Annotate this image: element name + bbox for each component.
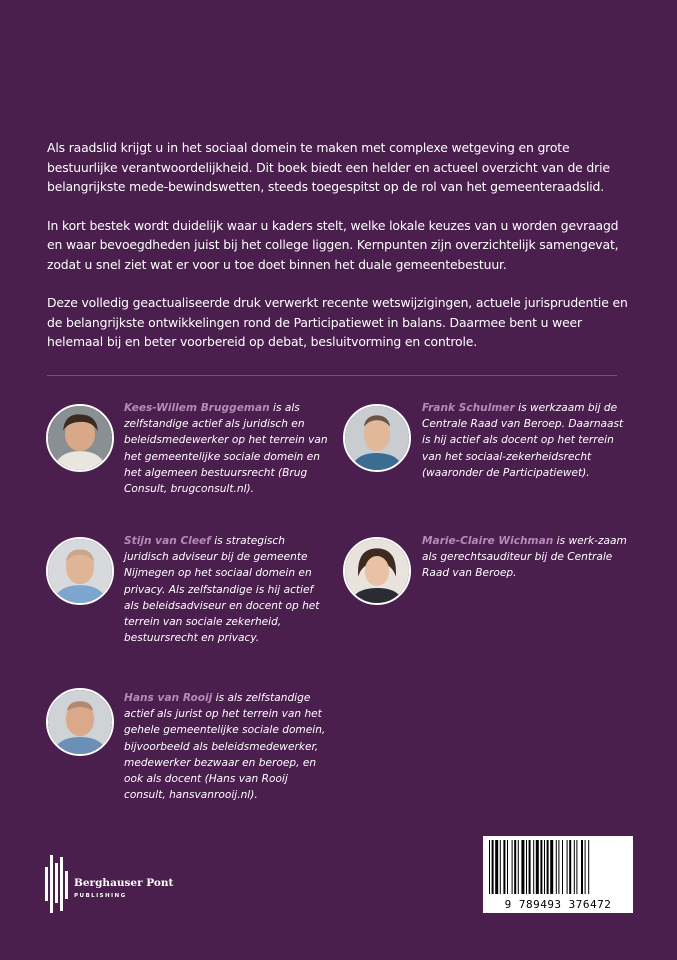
- author-description: is als zelfstandige actief als jurist op het terrein van het gehele gemeentelijke sociale domein, bijvoorbeeld als beleidsmedewerker, medewerker bezwaar en beroep, en ook als docent (Hans van Rooij consult, hansvanrooij.nl).: [124, 692, 326, 802]
- author-photo: [343, 404, 411, 472]
- author-name: Kees-Willem Bruggeman: [124, 402, 270, 414]
- author-name: Frank Schulmer: [422, 402, 515, 414]
- author-photo: [46, 688, 114, 756]
- intro-paragraph: Als raadslid krijgt u in het sociaal domein te maken met complexe wetgeving en grote bestuurlijke verantwoordelijkheid. Dit boek biedt een helder en actueel overzicht van de drie belangrijkste mede-bewindswetten, steeds toegespitst op de rol van het gemeenteraadslid.: [47, 140, 610, 194]
- author-photo: [343, 537, 411, 605]
- author-bio: [124, 690, 329, 803]
- intro-text: [47, 138, 637, 371]
- divider: [47, 375, 617, 376]
- author-bio: [124, 400, 329, 497]
- author-description: is strategisch juridisch adviseur bij de gemeente Nijmegen op het sociaal domein en privacy. Als zelfstandige is hij actief als beleidsadviseur en docent op het terrein van sociale zekerheid, bestuursrecht en privacy.: [124, 535, 320, 645]
- author-description: is werkzaam bij de Centrale Raad van Beroep. Daarnaast is hij actief als docent op het terrein van het sociaal-zekerheidsrecht (waaronder de Participatiewet).: [422, 402, 624, 479]
- barcode-bars-icon: [487, 840, 629, 894]
- barcode: [483, 836, 633, 913]
- intro-paragraph: Deze volledig geactualiseerde druk verwerkt recente wetswijzigingen, actuele jurisprudentie en de belangrijkste ontwikkelingen rond de Participatiewet in balans. Daarmee bent u weer helemaal bij en beter voorbereid op debat, besluitvorming en controle.: [47, 295, 628, 349]
- author-description: is werk-zaam als gerechtsauditeur bij de Centrale Raad van Beroep.: [422, 535, 627, 580]
- author-photo: [46, 404, 114, 472]
- publisher-name: Berghauser Pont: [74, 877, 174, 889]
- author-name: Marie-Claire Wichman: [422, 535, 554, 547]
- author-bio: [422, 400, 627, 481]
- intro-paragraph: In kort bestek wordt duidelijk waar u kaders stelt, welke lokale keuzes van u worden gevraagd en waar bevoegdheden juist bij het college liggen. Kernpunten zijn overzichtelijk samengevat, zodat u snel ziet wat er voor u toe doet binnen het duale gemeentebestuur.: [47, 217, 619, 272]
- author-name: Hans van Rooij: [124, 692, 213, 704]
- author-name: Stijn van Cleef: [124, 535, 211, 547]
- author-bio: [422, 533, 627, 582]
- publisher-subtitle: PUBLISHING: [74, 893, 127, 899]
- author-description: is als zelfstandige actief als juridisch en beleidsmedewerker op het terrein van het gemeentelijke sociale domein en het algemeen bestuursrecht (Brug Consult, brugconsult.nl).: [124, 402, 328, 496]
- author-bio: [124, 533, 324, 646]
- isbn-number: 9 789493 376472: [504, 898, 612, 911]
- author-photo: [46, 537, 114, 605]
